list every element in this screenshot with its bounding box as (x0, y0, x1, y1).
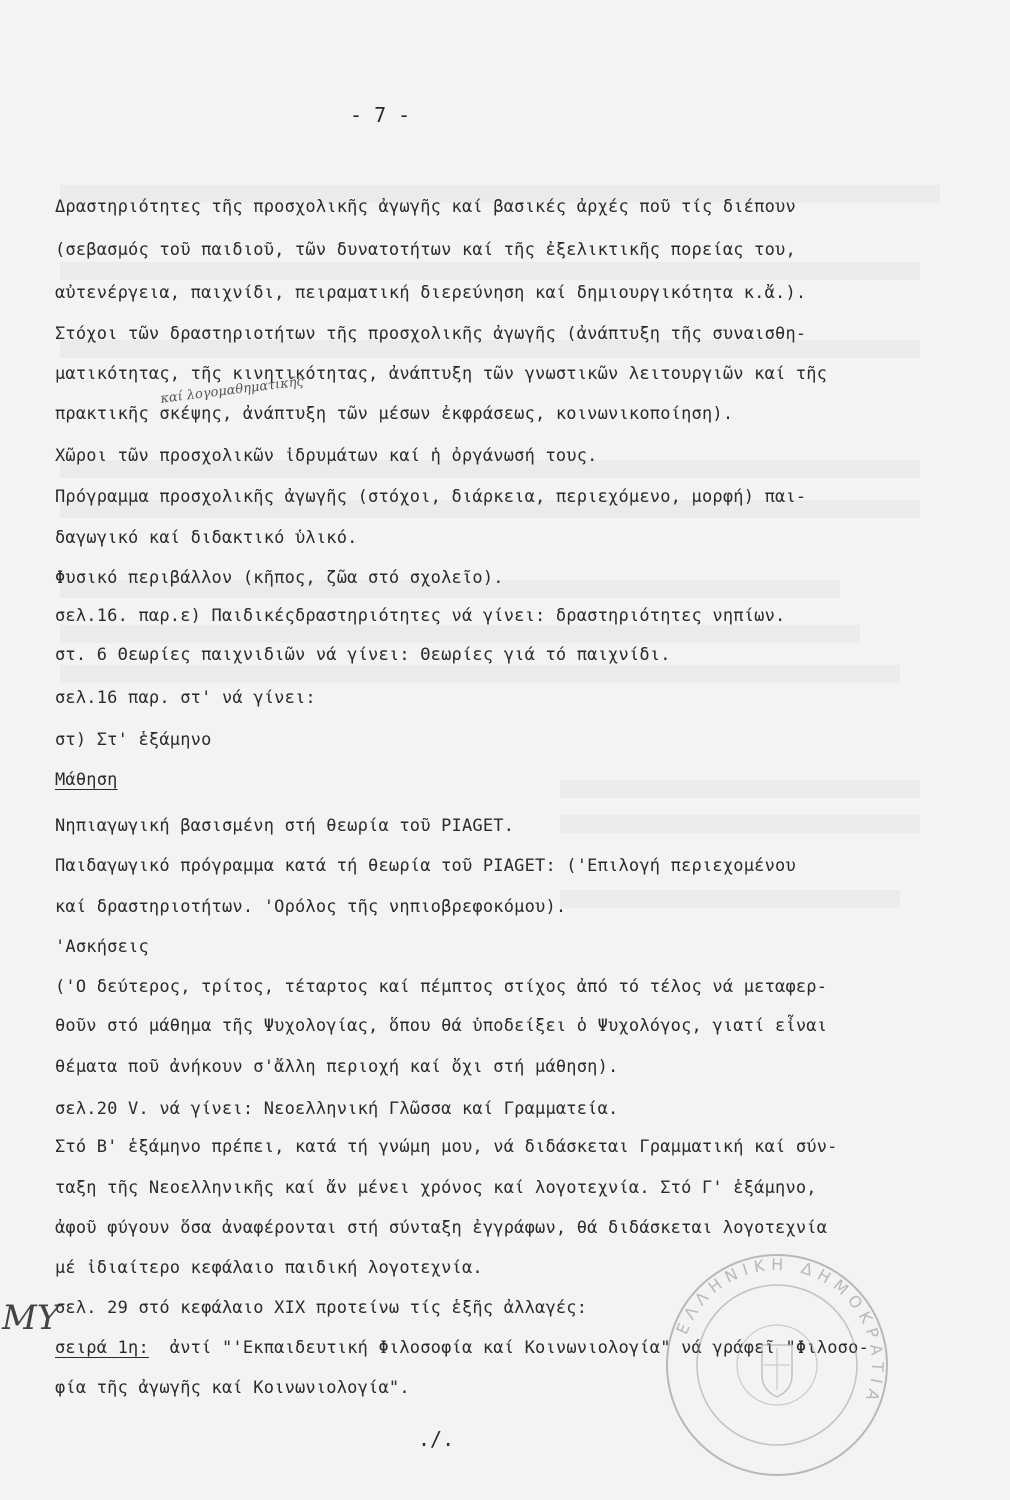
seal-stamp (662, 1250, 892, 1480)
text-line: σελ.16 παρ. στ' νά γίνει: (55, 688, 316, 708)
text-line: στ) Στ' ἑξάμηνο (55, 730, 212, 750)
text-line: καί δραστηριοτήτων. 'Ορόλος τῆς νηπιοβρεφοκόμου). (55, 897, 567, 917)
text-line: Δραστηριότητες τῆς προσχολικῆς ἀγωγῆς καί βασικές ἀρχές ποῦ τίς διέπουν (55, 197, 796, 217)
underlined-label: σειρά 1η: (55, 1338, 149, 1358)
text-line: σελ.16. παρ.ε) Παιδικέςδραστηριότητες νά γίνει: δραστηριότητες νηπίων. (55, 606, 786, 626)
text-line: αὐτενέργεια, παιχνίδι, πειραματική διερεύνηση καί δημιουργικότητα κ.ἄ.). (55, 283, 807, 303)
text-line: μέ ἰδιαίτερο κεφάλαιο παιδική λογοτεχνία. (55, 1258, 483, 1278)
text-line: 'Ασκήσεις (55, 937, 149, 957)
text-line: ματικότητας, τῆς κινητικότητας, ἀνάπτυξη τῶν γνωστικῶν λειτουργιῶν καί τῆς (55, 364, 828, 384)
section-heading: Μάθηση (55, 770, 118, 790)
text-line: Στό Β' ἑξάμηνο πρέπει, κατά τή γνώμη μου, νά διδάσκεται Γραμματική καί σύν- (55, 1137, 838, 1157)
text-line: Πρόγραμμα προσχολικῆς ἀγωγῆς (στόχοι, διάρκεια, περιεχόμενο, μορφή) παι- (55, 487, 807, 507)
text-line: θέματα ποῦ ἀνήκουν σ'ἄλλη περιοχή καί ὄχι στή μάθηση). (55, 1057, 619, 1077)
text-line: Νηπιαγωγική βασισμένη στή θεωρία τοῦ PIAGET. (55, 816, 515, 836)
text-line: σελ. 29 στό κεφάλαιο XIX προτείνω τίς ἑξῆς ἀλλαγές: (55, 1298, 588, 1318)
text-line: στ. 6 Θεωρίες παιχνιδιῶν νά γίνει: Θεωρίες γιά τό παιχνίδι. (55, 645, 671, 665)
text-line: (σεβασμός τοῦ παιδιοῦ, τῶν δυνατοτήτων καί τῆς ἐξελικτικῆς πορείας του, (55, 240, 796, 260)
text-line: δαγωγικό καί διδακτικό ὑλικό. (55, 528, 358, 548)
continuation-mark: ./. (418, 1427, 455, 1451)
text-line: Χῶροι τῶν προσχολικῶν ἱδρυμάτων καί ἡ ὀργάνωσή τους. (55, 446, 598, 466)
text-line: σελ.20 V. νά γίνει: Νεοελληνική Γλῶσσα καί Γραμματεία. (55, 1099, 619, 1119)
text-line: φία τῆς ἀγωγῆς καί Κοινωνιολογία". (55, 1378, 410, 1398)
text-line: Στόχοι τῶν δραστηριοτήτων τῆς προσχολικῆς ἀγωγῆς (ἀνάπτυξη τῆς συναισθη- (55, 324, 807, 344)
text-line: ἀφοῦ φύγουν ὅσα ἀναφέρονται στή σύνταξη ἐγγράφων, θά διδάσκεται λογοτεχνία (55, 1218, 828, 1238)
text-line: θοῦν στό μάθημα τῆς Ψυχολογίας, ὅπου θά ὑποδείξει ὁ Ψυχολόγος, γιατί εἶναι (55, 1016, 828, 1036)
stamp-ring-text: ΕΛΛΗΝΙΚΗ ΔΗΜΟΚΡΑΤΙΑ (672, 1254, 888, 1409)
handwritten-insert: καί λογομαθηματικῆς (159, 374, 305, 407)
text-line: Παιδαγωγικό πρόγραμμα κατά τή θεωρία τοῦ PIAGET: ('Επιλογή περιεχομένου (55, 856, 796, 876)
text-line: ταξη τῆς Νεοελληνικῆς καί ἄν μένει χρόνος καί λογοτεχνία. Στό Γ' ἑξάμηνο, (55, 1178, 817, 1198)
text-line: ('Ο δεύτερος, τρίτος, τέταρτος καί πέμπτος στίχος ἀπό τό τέλος νά μεταφερ- (55, 977, 828, 997)
margin-initials: ΜΥ (2, 1298, 60, 1338)
text-line: Φυσικό περιβάλλον (κῆπος, ζῶα στό σχολεῖο). (55, 568, 504, 588)
page-number: - 7 - (350, 103, 411, 127)
text-line: πρακτικῆς σκέψης, ἀνάπτυξη τῶν μέσων ἐκφράσεως, κοινωνικοποίηση). (55, 404, 734, 424)
text-line-tail: ἀντί "'Εκπαιδευτική Φιλοσοφία καί Κοινωνιολογία" νά γράφεῖ "Φιλοσο- (169, 1338, 869, 1358)
